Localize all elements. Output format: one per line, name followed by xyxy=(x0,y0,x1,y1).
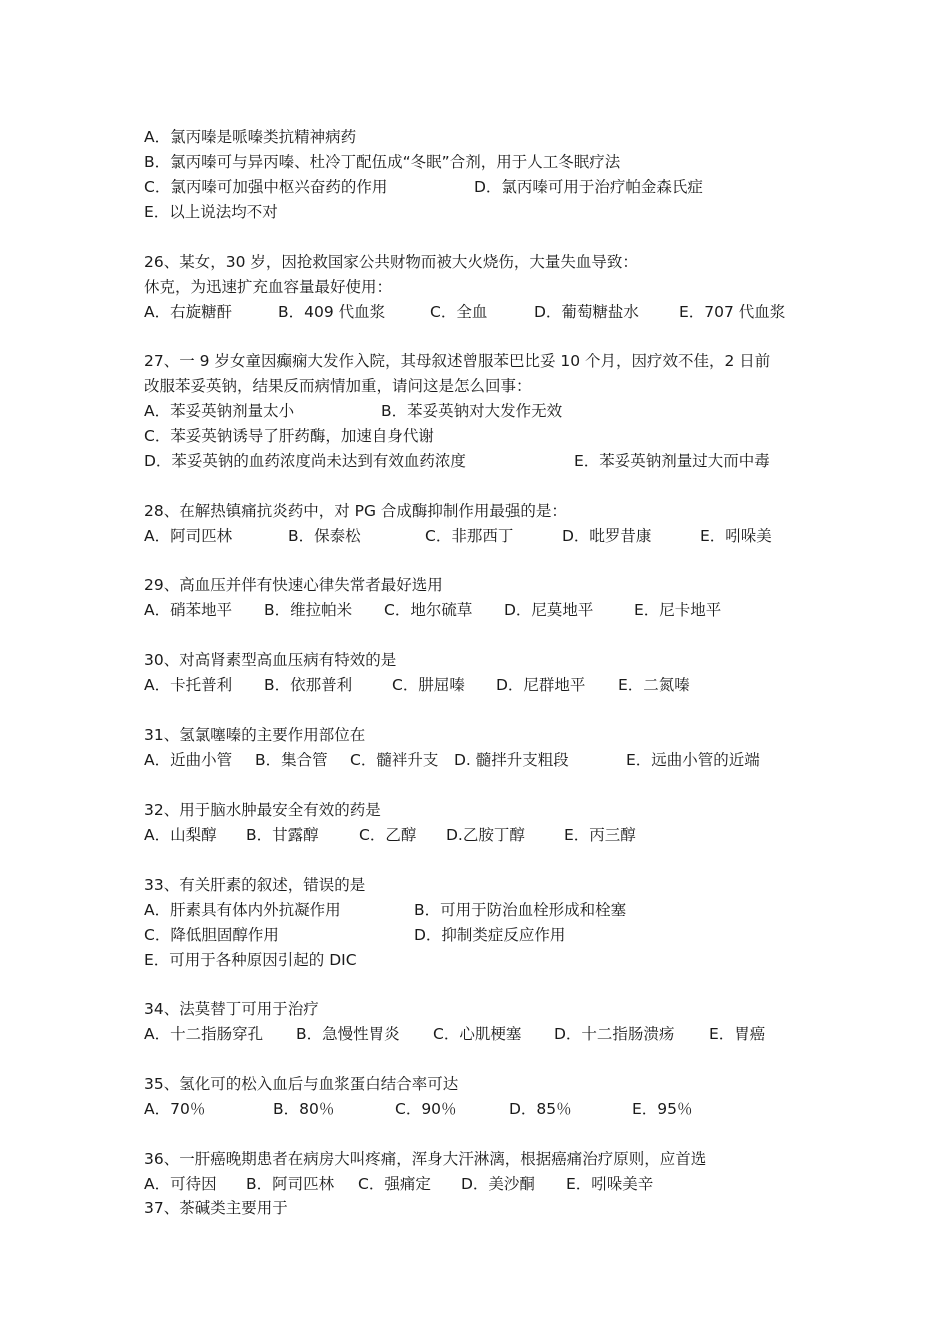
line-segment: D. 髓拌升支粗段 xyxy=(454,751,569,769)
line-segment: B．急慢性胃炎 xyxy=(296,1025,400,1043)
line-text: 34、法莫替丁可用于治疗 xyxy=(144,1000,319,1018)
line-segment: B．阿司匹林 xyxy=(246,1175,335,1193)
line-segment: E．吲哚美辛 xyxy=(566,1175,654,1193)
line-text: 36、一肝癌晚期患者在病房大叫疼痛，浑身大汗淋漓，根据癌痛治疗原则，应首选 xyxy=(144,1150,707,1168)
line-segment: C．氯丙嗪可加强中枢兴奋药的作用 xyxy=(144,178,388,196)
line-segment: C．肼屈嗪 xyxy=(392,676,465,694)
line-segment: A．卡托普利 xyxy=(144,676,233,694)
line-segment: D．氯丙嗪可用于治疗帕金森氏症 xyxy=(474,178,703,196)
line-text: 35、氢化可的松入血后与血浆蛋白结合率可达 xyxy=(144,1075,459,1093)
line-text: E．可用于各种原因引起的 DIC xyxy=(144,951,357,969)
line-text: 29、高血压并伴有快速心律失常者最好选用 xyxy=(144,576,443,594)
line-segment: A．山梨醇 xyxy=(144,826,217,844)
line-text: C．苯妥英钠诱导了肝药酶，加速自身代谢 xyxy=(144,427,434,445)
line-segment: A．肝素具有体内外抗凝作用 xyxy=(144,901,341,919)
line-segment: B．苯妥英钠对大发作无效 xyxy=(381,402,563,420)
line-text: B．氯丙嗪可与异丙嗪、杜冷丁配伍成“冬眠”合剂，用于人工冬眠疗法 xyxy=(144,153,621,171)
line-segment: B．可用于防治血栓形成和栓塞 xyxy=(414,901,627,919)
line-segment: E．远曲小管的近端 xyxy=(626,751,760,769)
line-segment: B．甘露醇 xyxy=(246,826,319,844)
line-segment: B．80％ xyxy=(273,1100,335,1118)
line-segment: B．集合管 xyxy=(255,751,328,769)
line-segment: D．抑制类症反应作用 xyxy=(414,926,566,944)
line-segment: A．苯妥英钠剂量太小 xyxy=(144,402,295,420)
line-segment: E．95％ xyxy=(632,1100,693,1118)
line-segment: E．丙三醇 xyxy=(564,826,636,844)
line-segment: E．尼卡地平 xyxy=(634,601,722,619)
line-segment: B．保泰松 xyxy=(288,527,361,545)
line-segment: A．十二指肠穿孔 xyxy=(144,1025,264,1043)
line-segment: E．二氮嗪 xyxy=(618,676,690,694)
line-text: 33、有关肝素的叙述，错误的是 xyxy=(144,876,366,894)
line-segment: E．吲哚美 xyxy=(700,527,772,545)
line-text: A．氯丙嗪是哌嗪类抗精神病药 xyxy=(144,128,357,146)
line-segment: D．十二指肠溃疡 xyxy=(554,1025,675,1043)
line-segment: A．70％ xyxy=(144,1100,206,1118)
line-segment: C．降低胆固醇作用 xyxy=(144,926,279,944)
line-segment: A．近曲小管 xyxy=(144,751,233,769)
line-text: 31、氢氯噻嗪的主要作用部位在 xyxy=(144,726,366,744)
line-segment: D．苯妥英钠的血药浓度尚未达到有效血药浓度 xyxy=(144,452,466,470)
line-text: 32、用于脑水肿最安全有效的药是 xyxy=(144,801,381,819)
line-segment: C．非那西丁 xyxy=(425,527,514,545)
line-segment: C．全血 xyxy=(430,303,488,321)
line-segment: D．85％ xyxy=(509,1100,572,1118)
line-segment: D．尼群地平 xyxy=(496,676,586,694)
line-segment: E．707 代血浆 xyxy=(679,303,786,321)
line-segment: C．心肌梗塞 xyxy=(433,1025,522,1043)
line-segment: A．硝苯地平 xyxy=(144,601,233,619)
line-segment: C．乙醇 xyxy=(359,826,417,844)
line-text: 37、茶碱类主要用于 xyxy=(144,1199,288,1217)
line-text: 28、在解热镇痛抗炎药中，对 PG 合成酶抑制作用最强的是： xyxy=(144,502,567,520)
line-text: 改服苯妥英钠，结果反而病情加重，请问这是怎么回事： xyxy=(144,377,532,395)
line-segment: C．强痛定 xyxy=(358,1175,431,1193)
line-text: E．以上说法均不对 xyxy=(144,203,278,221)
line-text: 26、某女，30 岁，因抢救国家公共财物而被大火烧伤，大量失血导致： xyxy=(144,253,638,271)
line-segment: A．阿司匹林 xyxy=(144,527,233,545)
line-segment: D.乙胺丁醇 xyxy=(446,826,525,844)
line-segment: E．胃癌 xyxy=(709,1025,766,1043)
line-segment: D．尼莫地平 xyxy=(504,601,594,619)
line-segment: E．苯妥英钠剂量过大而中毒 xyxy=(574,452,770,470)
line-segment: B．409 代血浆 xyxy=(278,303,386,321)
line-segment: A．可待因 xyxy=(144,1175,217,1193)
line-text: 27、一 9 岁女童因癫痫大发作入院，其母叙述曾服苯巴比妥 10 个月，因疗效不佳，2 日前 xyxy=(144,352,771,370)
line-segment: D．葡萄糖盐水 xyxy=(534,303,639,321)
line-segment: C．髓袢升支 xyxy=(350,751,439,769)
line-segment: B．维拉帕米 xyxy=(264,601,353,619)
line-segment: C．地尔硫草 xyxy=(384,601,473,619)
line-segment: A．右旋糖酐 xyxy=(144,303,233,321)
line-segment: D．吡罗昔康 xyxy=(562,527,652,545)
line-text: 30、对高肾素型高血压病有特效的是 xyxy=(144,651,397,669)
line-segment: B．依那普利 xyxy=(264,676,353,694)
line-segment: C．90％ xyxy=(395,1100,457,1118)
line-text: 休克，为迅速扩充血容量最好使用： xyxy=(144,278,393,296)
line-segment: D．美沙酮 xyxy=(461,1175,535,1193)
